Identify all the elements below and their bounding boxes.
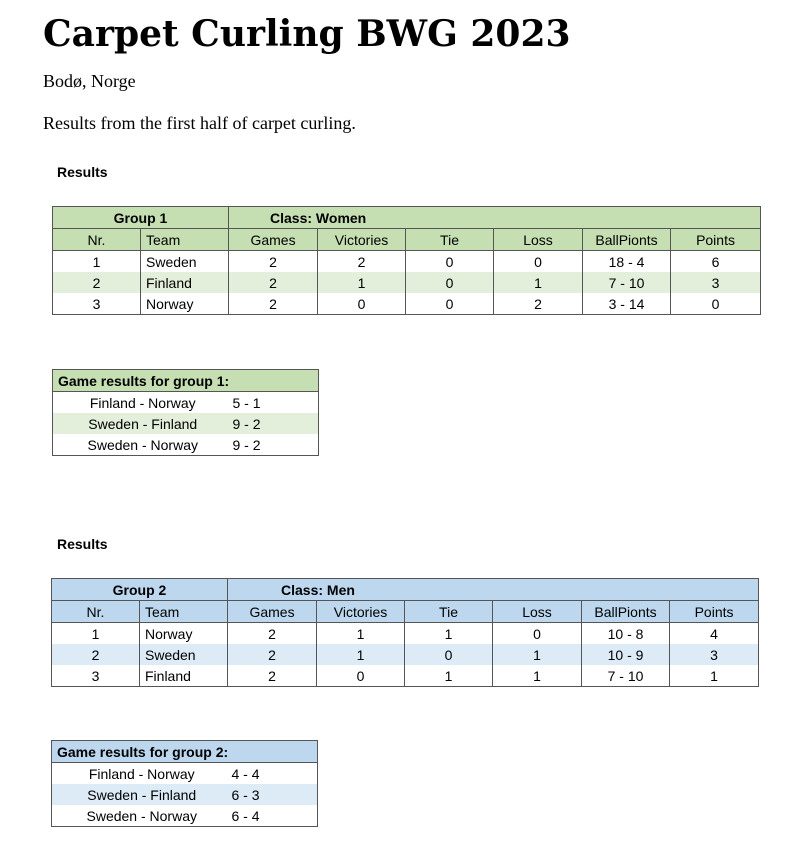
cell-loss: 2 — [494, 293, 583, 315]
cell-victories: 1 — [317, 623, 405, 645]
column-header-games: Games — [228, 601, 317, 623]
cell-nr: 3 — [53, 293, 141, 315]
cell-victories: 2 — [318, 251, 406, 273]
table-column-headers — [52, 601, 759, 623]
cell-loss: 1 — [494, 272, 583, 293]
cell-nr: 3 — [52, 665, 140, 687]
cell-team: Sweden — [140, 644, 228, 665]
column-header-loss: Loss — [493, 601, 582, 623]
cell-ballpoints: 10 - 8 — [582, 623, 670, 645]
game-score: 9 - 2 — [232, 415, 261, 432]
game-match: Sweden - Norway — [86, 807, 197, 824]
cell-loss: 1 — [493, 644, 582, 665]
cell-ballpoints: 3 - 14 — [583, 293, 671, 315]
column-header-team: Team — [140, 601, 228, 623]
game-score: 6 - 3 — [231, 786, 260, 803]
list-item — [52, 763, 318, 785]
table-header-group-row — [52, 579, 759, 601]
cell-ballpoints: 7 - 10 — [583, 272, 671, 293]
list-item — [52, 784, 318, 805]
class-label: Class: Women — [229, 207, 761, 229]
list-item — [52, 805, 318, 827]
game-match: Finland - Norway — [88, 765, 195, 782]
cell-games: 2 — [229, 251, 318, 273]
cell-tie: 1 — [405, 665, 493, 687]
game-score: 9 - 2 — [232, 436, 261, 453]
game-results-table-group-1 — [52, 369, 319, 456]
results-table-group-1 — [52, 206, 761, 315]
cell-points: 1 — [670, 665, 759, 687]
column-header-points: Points — [671, 229, 761, 251]
cell-nr: 1 — [52, 623, 140, 645]
game-match: Sweden - Finland — [87, 786, 197, 803]
table-row — [52, 665, 759, 687]
cell-points: 3 — [671, 272, 761, 293]
cell-tie: 0 — [406, 251, 494, 273]
column-header-victories: Victories — [317, 601, 405, 623]
cell-team: Norway — [140, 623, 228, 645]
group-label: Group 1 — [53, 207, 229, 229]
column-header-loss: Loss — [494, 229, 583, 251]
cell-tie: 0 — [406, 272, 494, 293]
cell-tie: 0 — [406, 293, 494, 315]
column-header-team: Team — [141, 229, 229, 251]
table-row — [52, 623, 759, 645]
column-header-nr: Nr. — [53, 229, 141, 251]
table-row — [53, 251, 761, 273]
cell-games: 2 — [229, 272, 318, 293]
cell-team: Finland — [140, 665, 228, 687]
cell-games: 2 — [228, 644, 317, 665]
column-header-points: Points — [670, 601, 759, 623]
class-label: Class: Men — [228, 579, 759, 601]
cell-ballpoints: 10 - 9 — [582, 644, 670, 665]
column-header-tie: Tie — [405, 601, 493, 623]
page-title: Carpet Curling BWG 2023 — [43, 13, 571, 55]
cell-team: Finland — [141, 272, 229, 293]
group-label: Group 2 — [52, 579, 228, 601]
column-header-ballpoints: BallPionts — [582, 601, 670, 623]
cell-points: 0 — [671, 293, 761, 315]
cell-team: Norway — [141, 293, 229, 315]
cell-ballpoints: 18 - 4 — [583, 251, 671, 273]
game-match: Sweden - Finland — [88, 415, 198, 432]
game-results-title: Game results for group 2: — [52, 741, 318, 763]
list-item — [53, 413, 319, 434]
intro-text: Results from the first half of carpet curling. — [43, 113, 356, 133]
game-results-table-group-2 — [51, 740, 318, 827]
column-header-tie: Tie — [406, 229, 494, 251]
cell-ballpoints: 7 - 10 — [582, 665, 670, 687]
cell-victories: 0 — [317, 665, 405, 687]
results-label-group-1: Results — [57, 164, 108, 180]
results-label-group-2: Results — [57, 536, 108, 552]
table-row — [52, 644, 759, 665]
column-header-games: Games — [229, 229, 318, 251]
cell-loss: 0 — [493, 623, 582, 645]
cell-points: 6 — [671, 251, 761, 273]
cell-points: 3 — [670, 644, 759, 665]
table-row — [53, 272, 761, 293]
list-item — [53, 434, 319, 456]
column-header-victories: Victories — [318, 229, 406, 251]
column-header-ballpoints: BallPionts — [583, 229, 671, 251]
cell-nr: 1 — [53, 251, 141, 273]
list-item — [53, 392, 319, 414]
location-text: Bodø, Norge — [43, 71, 136, 91]
cell-victories: 1 — [317, 644, 405, 665]
table-row — [53, 293, 761, 315]
cell-tie: 1 — [405, 623, 493, 645]
game-score: 5 - 1 — [232, 394, 261, 411]
cell-victories: 0 — [318, 293, 406, 315]
cell-games: 2 — [228, 623, 317, 645]
table-column-headers — [53, 229, 761, 251]
cell-loss: 0 — [494, 251, 583, 273]
game-match: Finland - Norway — [89, 394, 196, 411]
cell-games: 2 — [228, 665, 317, 687]
cell-tie: 0 — [405, 644, 493, 665]
cell-loss: 1 — [493, 665, 582, 687]
game-results-title: Game results for group 1: — [53, 370, 319, 392]
cell-victories: 1 — [318, 272, 406, 293]
cell-nr: 2 — [53, 272, 141, 293]
table-header-group-row — [53, 207, 761, 229]
game-match: Sweden - Norway — [87, 436, 198, 453]
game-score: 4 - 4 — [231, 765, 260, 782]
game-score: 6 - 4 — [231, 807, 260, 824]
cell-nr: 2 — [52, 644, 140, 665]
cell-points: 4 — [670, 623, 759, 645]
results-table-group-2 — [51, 578, 759, 687]
cell-team: Sweden — [141, 251, 229, 273]
column-header-nr: Nr. — [52, 601, 140, 623]
cell-games: 2 — [229, 293, 318, 315]
